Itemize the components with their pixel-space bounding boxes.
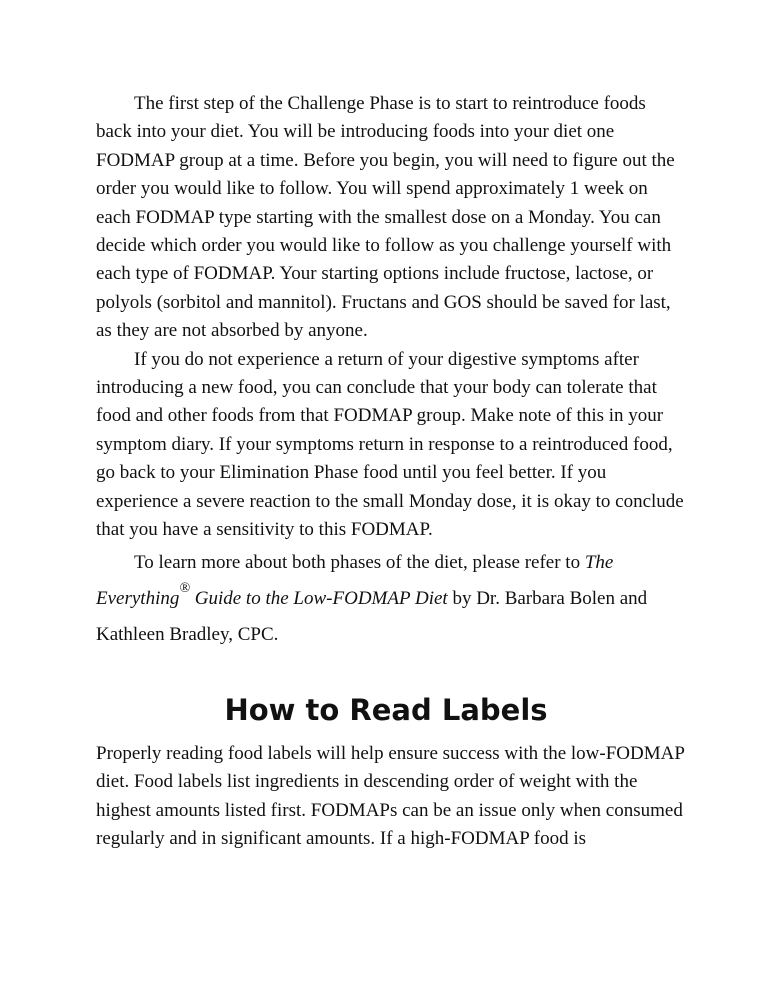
body-text bbox=[96, 90, 686, 653]
learn-more-intro: To learn more about both phases of the diet, please refer to bbox=[134, 551, 585, 573]
book-title-part1: The Everything bbox=[96, 551, 614, 609]
learn-more-outro: by Dr. Barbara Bolen and Kathleen Bradley, CPC. bbox=[96, 587, 648, 645]
paragraph-read-labels: Properly reading food labels will help ensure success with the low-FODMAP diet. Food labels list ingredients in descending order of weight with the highest amounts listed first. FODMAPs can be an issue only when consumed regularly and in significant amounts. If a high-FODMAP food is bbox=[96, 743, 685, 850]
paragraph-symptoms: If you do not experience a return of your digestive symptoms after introducing a new food, you can conclude that your body can tolerate that food and other foods from that FODMAP group. Make note of this in your symptom diary. If your symptoms return in response to a reintroduced food, go back to your Elimination Phase food until you feel better. If you experience a severe reaction to the small Monday dose, it is okay to conclude that you have a sensitivity to this FODMAP. bbox=[96, 348, 684, 541]
book-title-part2: Guide to the Low-FODMAP Diet bbox=[190, 587, 448, 609]
paragraph-learn-more bbox=[96, 545, 686, 653]
section-heading: How to Read Labels bbox=[224, 693, 548, 727]
paragraph-challenge-phase: The first step of the Challenge Phase is to start to reintroduce foods back into your diet. You will be introducing foods into your diet one FODMAP group at a time. Before you begin, you will need to figure out the order you would like to follow. You will spend approximately 1 week on each FODMAP type starting with the smallest dose on a Monday. You can decide which order you would like to follow as you challenge yourself with each type of FODMAP. Your starting options include fructose, lactose, or polyols (sorbitol and mannitol). Fructans and GOS should be saved for last, as they are not absorbed by anyone. bbox=[96, 93, 675, 342]
registered-mark: ® bbox=[179, 580, 190, 596]
